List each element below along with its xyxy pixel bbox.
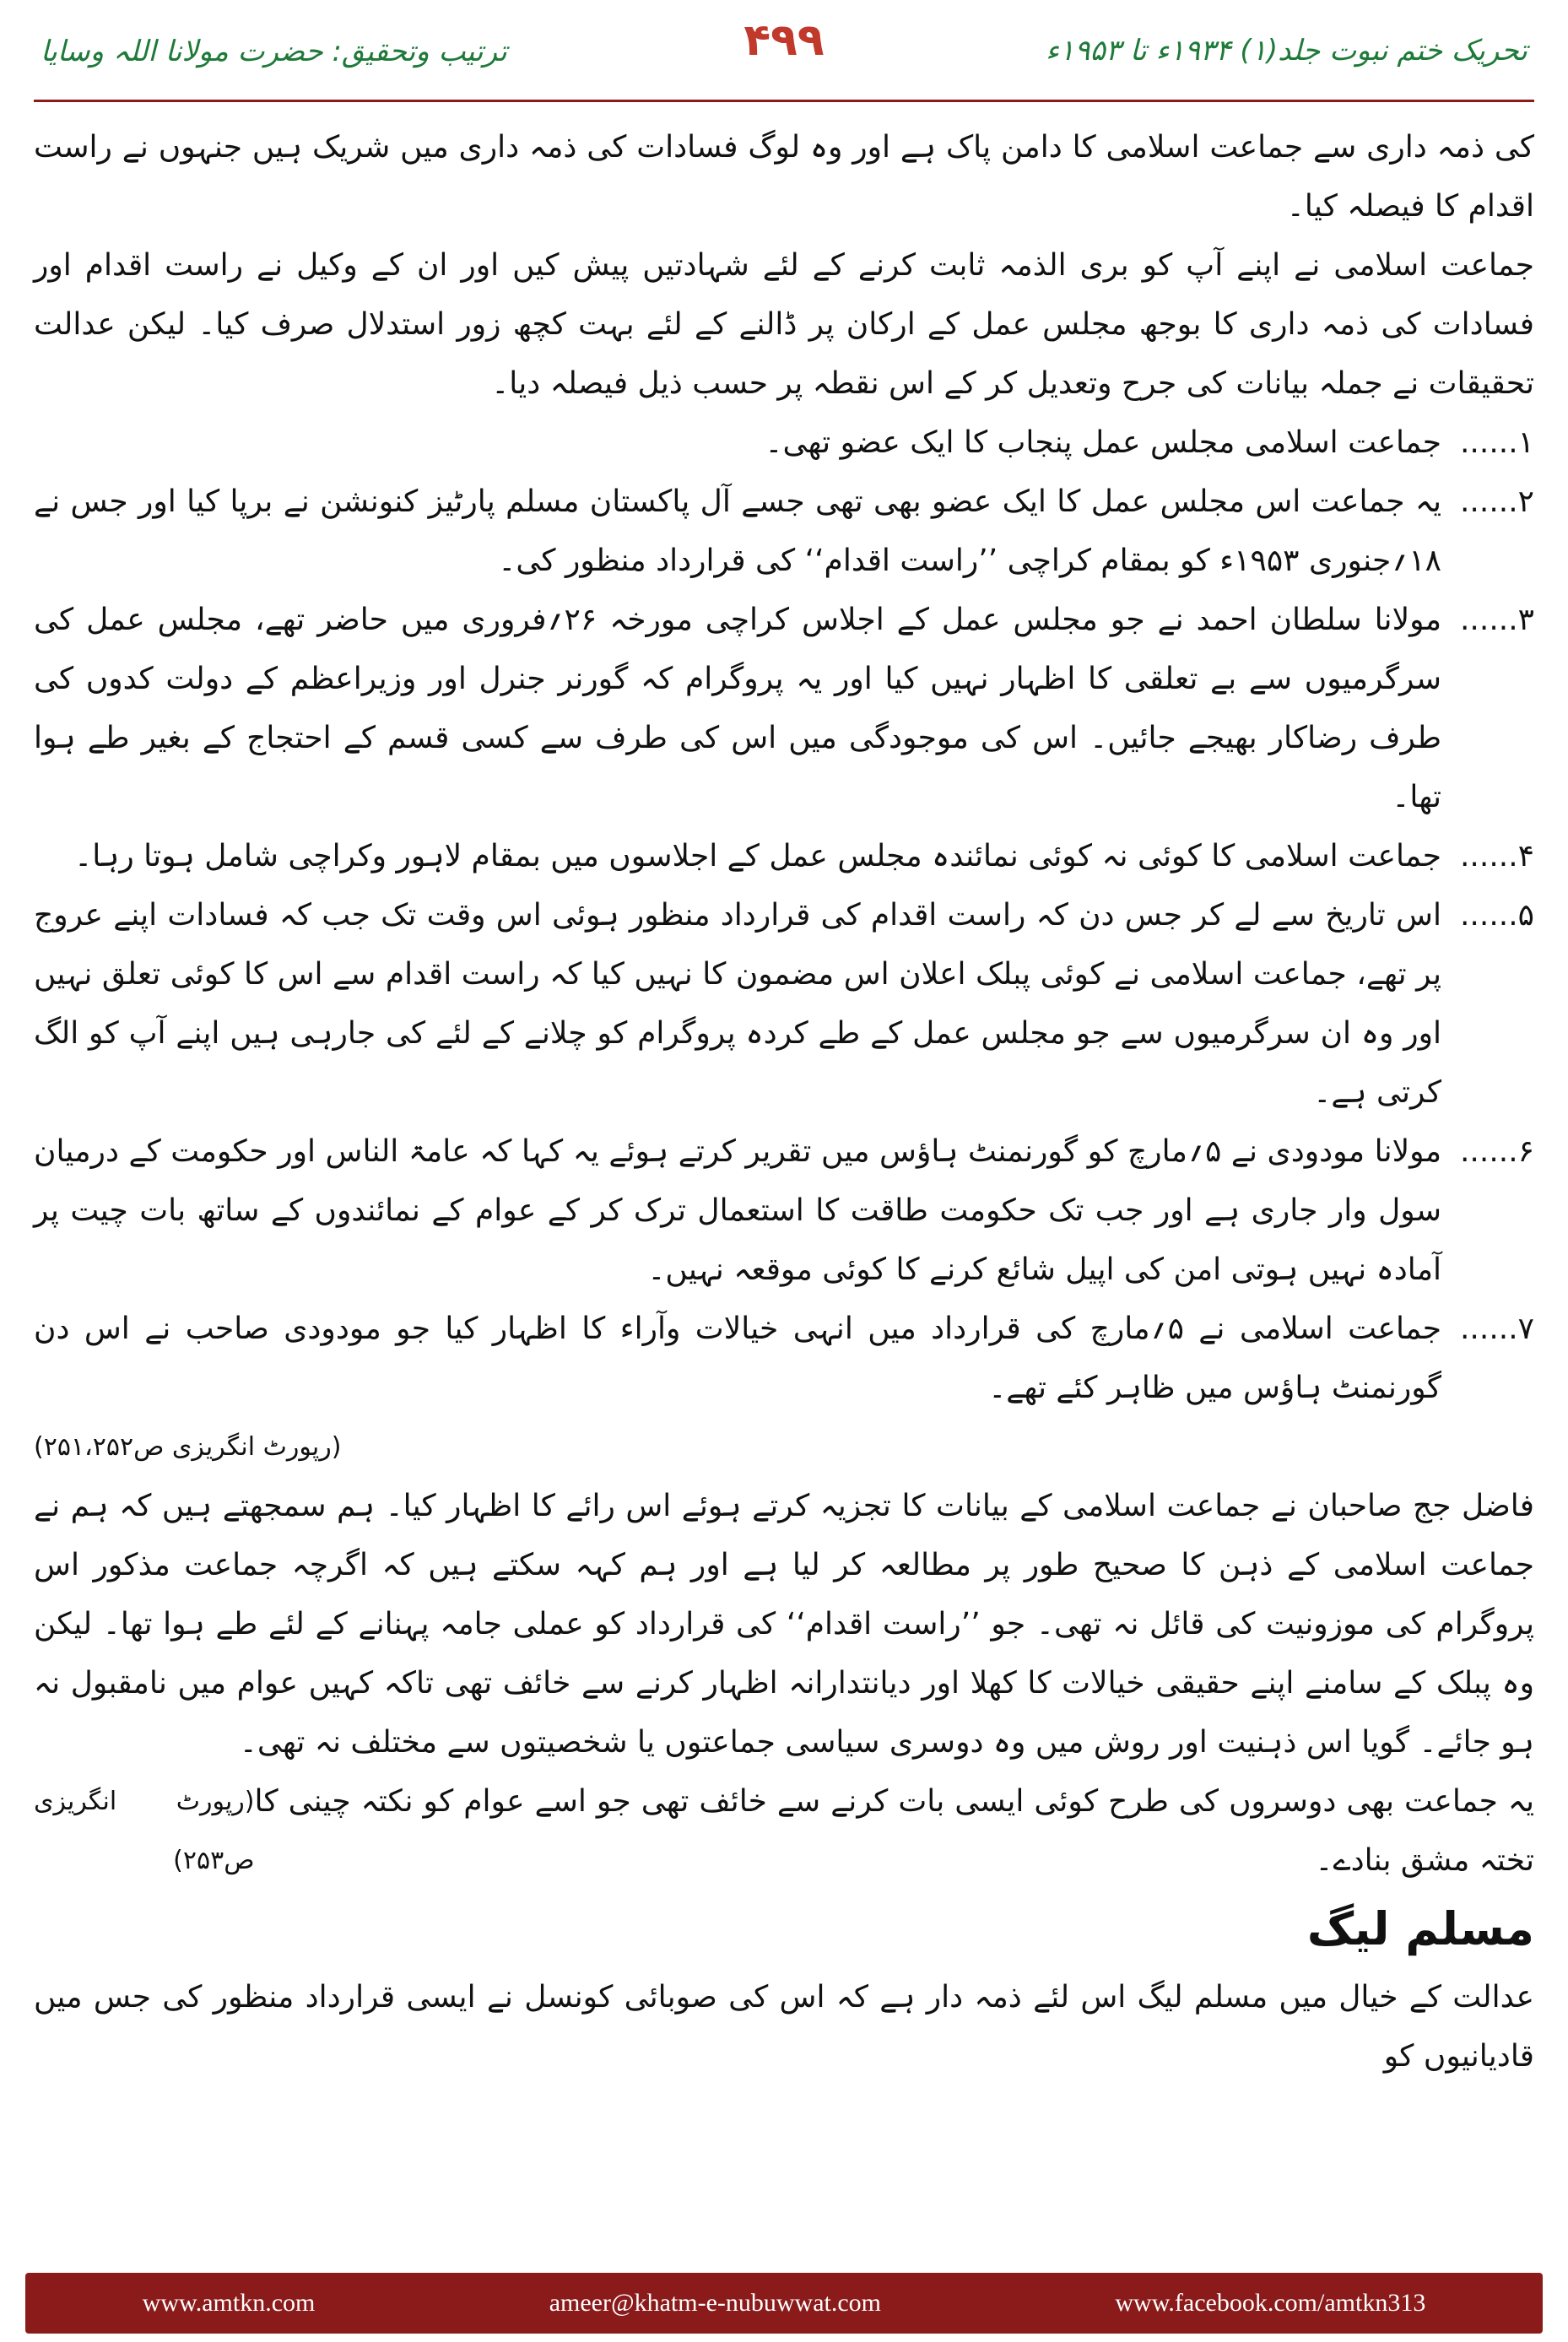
item-number: ۶...... (1459, 1134, 1534, 1169)
reference-line (34, 1772, 1534, 1890)
section-heading: مسلم لیگ (1306, 1902, 1534, 1955)
page-content (34, 118, 1534, 2262)
list-item (34, 591, 1534, 827)
reference-line (34, 1418, 1534, 1477)
item-text: جماعت اسلامی مجلس عمل پنجاب کا ایک عضو تھی۔ (765, 425, 1441, 460)
list-item (34, 473, 1534, 591)
list-item (34, 414, 1534, 473)
list-item (34, 886, 1534, 1122)
compiler-credit: ترتیب وتحقیق: حضرت مولانا اللہ وسایا (41, 35, 507, 68)
list-item (34, 1300, 1534, 1418)
item-text: مولانا سلطان احمد نے جو مجلس عمل کے اجلاس کراچی مورخہ ۲۶؍فروری میں حاضر تھے، مجلس عمل کی سرگرمیوں سے بے تعلقی کا اظہار نہیں کیا اور یہ پروگرام کہ گورنر جنرل اور وزیراعظم کے دولت کدوں کی طرف رضاکار بھیجے جائیں۔ اس کی موجودگی میں اس کی طرف سے کسی قسم کے احتجاج کے بغیر طے ہوا تھا۔ (34, 603, 1441, 814)
intro-paragraph-2: جماعت اسلامی نے اپنے آپ کو بری الذمہ ثابت کرنے کے لئے شہادتیں پیش کیں اور ان کے وکیل نے راست اقدام اور فسادات کی ذمہ داری کا بوجھ مجلس عمل کے ارکان پر ڈالنے کے لئے بہت کچھ زور استدلال صرف کیا۔ لیکن عدالت تحقیقات نے جملہ بیانات کی جرح وتعدیل کر کے اس نقطہ پر حسب ذیل فیصلہ دیا۔ (34, 248, 1535, 401)
item-text: یہ جماعت اس مجلس عمل کا ایک عضو بھی تھی جسے آل پاکستان مسلم پارٹیز کنونشن نے برپا کیا اور جس نے ۱۸؍جنوری ۱۹۵۳ء کو بمقام کراچی ’’راست اقدام‘‘ کی قرارداد منظور کی۔ (34, 484, 1441, 578)
item-number: ۷...... (1459, 1312, 1534, 1346)
facebook-link[interactable]: www.facebook.com/amtkn313 (1115, 2289, 1426, 2317)
report-reference-1: (رپورٹ انگریزی ص۲۵۱،۲۵۲) (34, 1432, 342, 1462)
conclusion-last-line: یہ جماعت بھی دوسروں کی طرح کوئی ایسی بات کرنے سے خائف تھی جو اسے عوام کو نکتہ چینی کا تختہ مشق بنادے۔ (254, 1784, 1534, 1878)
book-title: تحریک ختم نبوت جلد(۱) ۱۹۳۴ء تا ۱۹۵۳ء (1046, 34, 1527, 68)
conclusion-paragraph: فاضل جج صاحبان نے جماعت اسلامی کے بیانات کا تجزیہ کرتے ہوئے اس رائے کا اظہار کیا۔ ہم سمجھتے ہیں کہ ہم نے جماعت اسلامی کے ذہن کا صحیح طور پر مطالعہ کر لیا ہے اور ہم کہہ سکتے ہیں کہ اگرچہ جماعت مذکور اس پروگرام کی موزونیت کی قائل نہ تھی۔ جو ’’راست اقدام‘‘ کی قرارداد کو عملی جامہ پہنانے کے لئے طے ہوا تھا۔ لیکن وہ پبلک کے سامنے اپنے حقیقی خیالات کا کھلا اور دیانتدارانہ اظہار کرنے سے خائف تھی تاکہ کہیں عوام میں نامقبول نہ ہو جائے۔ گویا اس ذہنیت اور روش میں وہ دوسری سیاسی جماعتوں یا شخصیتوں سے مختلف نہ تھی۔ (34, 1489, 1534, 1760)
item-text: اس تاریخ سے لے کر جس دن کہ راست اقدام کی قرارداد منظور ہوئی اس وقت تک جب کہ فسادات اپنے عروج پر تھے، جماعت اسلامی نے کوئی پبلک اعلان اس مضمون کا نہیں کیا کہ راست اقدام سے اس کا کوئی تعلق نہیں اور وہ ان سرگرمیوں سے جو مجلس عمل کے طے کردہ پروگرام کو چلانے کے لئے کی جارہی ہیں اپنے آپ کو الگ کرتی ہے۔ (34, 898, 1441, 1110)
item-number: ۱...... (1459, 425, 1534, 460)
section-paragraph: عدالت کے خیال میں مسلم لیگ اس لئے ذمہ دار ہے کہ اس کی صوبائی کونسل نے ایسی قرارداد منظور کی جس میں قادیانیوں کو (34, 1980, 1534, 2074)
item-number: ۵...... (1459, 898, 1534, 933)
item-number: ۴...... (1459, 839, 1534, 874)
header-divider (34, 100, 1534, 102)
item-text: مولانا مودودی نے ۵؍مارچ کو گورنمنٹ ہاؤس میں تقریر کرتے ہوئے یہ کہا کہ عامۃ الناس اور حکومت کے درمیان سول وار جاری ہے اور جب تک حکومت طاقت کا استعمال ترک کر کے عوام کے نمائندوں کے ساتھ بات چیت پر آمادہ نہیں ہوتی امن کی اپیل شائع کرنے کا کوئی موقعہ نہیں۔ (34, 1134, 1441, 1287)
list-item (34, 827, 1534, 886)
page-number: ۴۹۹ (743, 15, 825, 66)
email-link[interactable]: ameer@khatm-e-nubuwwat.com (549, 2289, 882, 2317)
item-text: جماعت اسلامی کا کوئی نہ کوئی نمائندہ مجلس عمل کے اجلاسوں میں بمقام لاہور وکراچی شامل ہوتا رہا۔ (74, 839, 1441, 874)
list-item (34, 1122, 1534, 1300)
page-header (0, 0, 1568, 110)
item-number: ۳...... (1459, 603, 1534, 637)
report-reference-2: (رپورٹ انگریزی ص۲۵۳) (34, 1787, 255, 1875)
item-number: ۲...... (1459, 484, 1534, 519)
page-footer (25, 2273, 1543, 2334)
item-text: جماعت اسلامی نے ۵؍مارچ کی قرارداد میں انہی خیالات وآراء کا اظہار کیا جو مودودی صاحب نے اس دن گورنمنٹ ہاؤس میں ظاہر کئے تھے۔ (34, 1312, 1442, 1405)
intro-paragraph-1: کی ذمہ داری سے جماعت اسلامی کا دامن پاک ہے اور وہ لوگ فسادات کی ذمہ داری میں شریک ہیں جنہوں نے راست اقدام کا فیصلہ کیا۔ (34, 130, 1534, 224)
website-link[interactable]: www.amtkn.com (142, 2289, 316, 2317)
